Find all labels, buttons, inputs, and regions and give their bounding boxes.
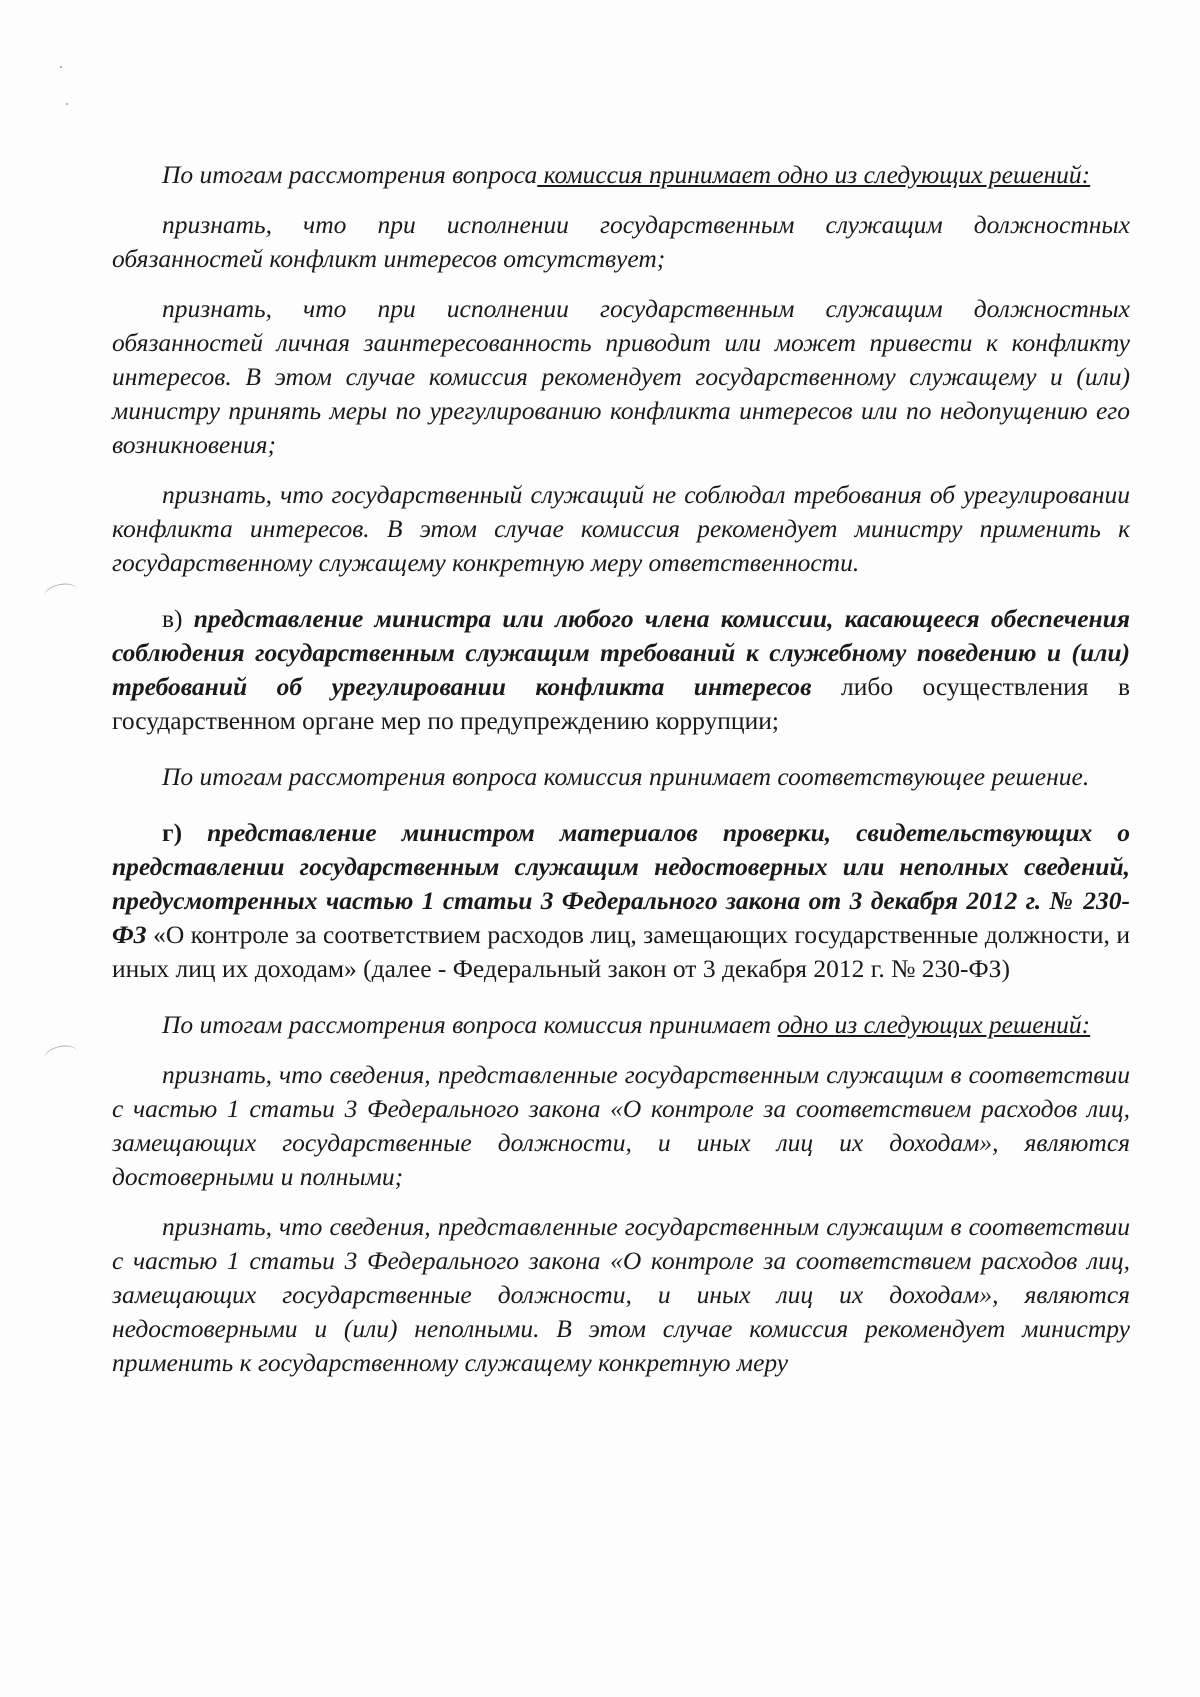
- punch-hole-mark: [42, 581, 79, 607]
- paragraph-requirements-not-met: признать, что государственный служащий не соблюдал требования об урегулировании конфликта интересов. В этом случае комиссия рекомендует министру применить к государственному служащему конкретную меру ответственности.: [112, 480, 1130, 577]
- document-body: [112, 158, 1130, 1380]
- paragraph-no-conflict: признать, что при исполнении государственным служащим должностных обязанностей конфликт интересов отсутствует;: [112, 210, 1130, 273]
- underlined-phrase: одно из следующих решений:: [777, 1010, 1091, 1039]
- paragraph-corresponding-decision: По итогам рассмотрения вопроса комиссия принимает соответствующее решение.: [162, 762, 1090, 791]
- item-marker: в): [162, 604, 194, 633]
- paragraph-item-v: [112, 602, 1130, 738]
- punch-hole-mark: [42, 1043, 79, 1069]
- paragraph-reliable-info: признать, что сведения, представленные государственным служащим в соответствии с частью 1 статьи 3 Федерального закона «О контроле за соответствием расходов лиц, замещающих государственные должности, и иных лиц их доходам», являются достоверными и полными;: [112, 1060, 1130, 1191]
- item-plain-text: «О контроле за соответствием расходов лиц, замещающих государственные должности, и иных лиц их доходам» (далее - Федеральный закон от 3 декабря 2012 г. № 230-ФЗ): [112, 920, 1130, 983]
- item-bold-text: представление министром материалов проверки, свидетельствующих о представлении государственным служащим недостоверных или неполных сведений, предусмотренных частью 1 статьи 3 Федерального закона от 3 декабря 2012 г. № 230-ФЗ: [112, 818, 1131, 949]
- item-plain-text: либо осуществления в государственном органе мер по предупреждению коррупции;: [112, 672, 1130, 735]
- paragraph-unreliable-info: признать, что сведения, представленные государственным служащим в соответствии с частью 1 статьи 3 Федерального закона «О контроле за соответствием расходов лиц, замещающих государственные должности, и иных лиц их доходам», являются недостоверными и (или) неполными. В этом случае комиссия рекомендует министру применить к государственному служащему конкретную меру: [112, 1212, 1130, 1377]
- scan-speck: [60, 66, 62, 68]
- paragraph-decision-intro: [112, 158, 1130, 192]
- paragraph-lead: По итогам рассмотрения вопроса комиссия принимает: [162, 1010, 778, 1039]
- item-marker: г): [162, 818, 208, 847]
- item-bold-text: представление министра или любого члена комиссии, касающееся обеспечения соблюдения государственным служащим требований к служебному поведению и (или) требований об урегулировании конфликта интересов: [112, 604, 1130, 701]
- paragraph-lead: По итогам рассмотрения вопроса: [162, 160, 538, 189]
- scan-speck: [66, 103, 68, 105]
- paragraph-item-g: [112, 816, 1130, 986]
- underlined-phrase: комиссия принимает одно из следующих решений:: [537, 160, 1091, 189]
- paragraph-decision-intro-2: [112, 1008, 1130, 1042]
- paragraph-personal-interest: признать, что при исполнении государственным служащим должностных обязанностей личная заинтересованность приводит или может привести к конфликту интересов. В этом случае комиссия рекомендует государственному служащему и (или) министру принять меры по урегулированию конфликта интересов или по недопущению его возникновения;: [112, 294, 1130, 459]
